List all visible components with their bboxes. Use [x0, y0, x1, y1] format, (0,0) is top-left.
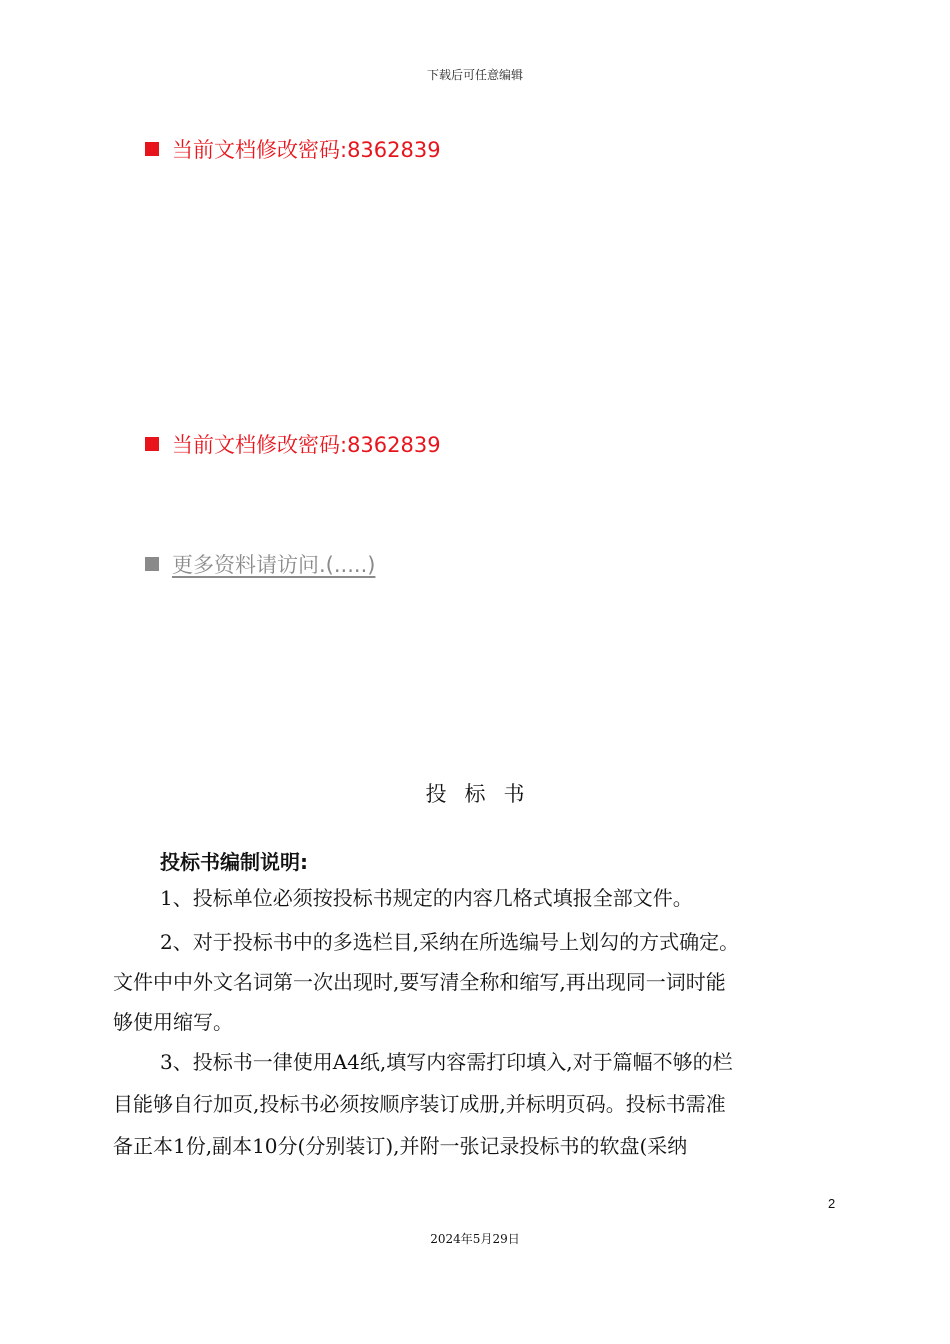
- paragraph-line: 3、投标书一律使用A4纸,填写内容需打印填入,对于篇幅不够的栏: [160, 1050, 733, 1074]
- paragraph-line: 备正本1份,副本10分(分别装订),并附一张记录投标书的软盘(采纳: [113, 1134, 688, 1158]
- red-square-icon: [145, 142, 159, 156]
- section-heading: 投标书编制说明:: [160, 850, 308, 874]
- page-header: 下载后可任意编辑: [426, 68, 523, 82]
- red-square-icon: [145, 437, 159, 451]
- footer-date: 2024年5月29日: [430, 1232, 520, 1246]
- paragraph-line: 目能够自行加页,投标书必须按顺序装订成册,并标明页码。投标书需准: [113, 1092, 726, 1116]
- paragraph-line: 2、对于投标书中的多选栏目,采纳在所选编号上划勾的方式确定。: [160, 930, 740, 954]
- more-info-link[interactable]: 更多资料请访问.(.....): [172, 553, 376, 577]
- paragraph-line: 1、投标单位必须按投标书规定的内容几格式填报全部文件。: [160, 886, 693, 910]
- page-number: 2: [828, 1196, 836, 1211]
- password-notice-text: 当前文档修改密码:8362839: [172, 433, 441, 457]
- password-notice: [145, 134, 441, 164]
- paragraph-line: 文件中中外文名词第一次出现时,要写清全称和缩写,再出现同一词时能: [113, 970, 726, 994]
- document-title: 投标书: [425, 782, 543, 806]
- paragraph-line: 够使用缩写。: [113, 1010, 233, 1034]
- gray-square-icon: [145, 557, 159, 571]
- password-notice: [145, 429, 441, 459]
- more-info-notice[interactable]: [145, 549, 375, 579]
- password-notice-text: 当前文档修改密码:8362839: [172, 138, 441, 162]
